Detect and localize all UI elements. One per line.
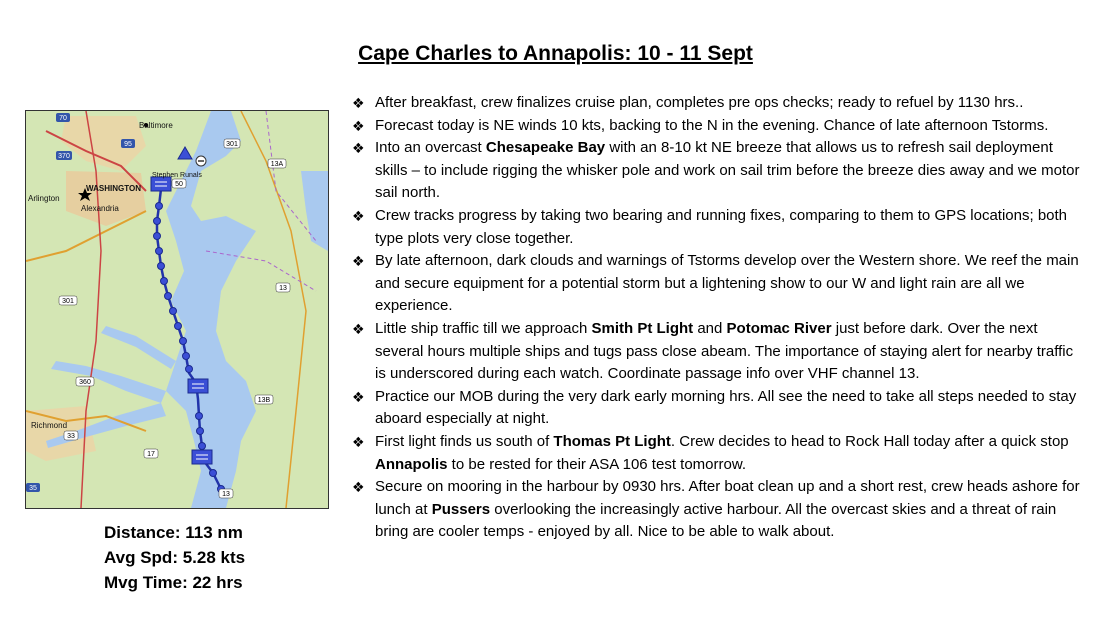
diamond-bullet-icon: ❖ <box>352 433 365 450</box>
road-shield: 95 <box>124 141 132 148</box>
road-shield: 301 <box>226 141 238 148</box>
map-label-stephen-runals: Stephen Runals <box>152 172 202 179</box>
waypoint-icon <box>151 177 171 191</box>
list-item <box>352 431 1087 476</box>
waypoint-icon <box>192 450 212 464</box>
bold-term: Chesapeake Bay <box>485 139 606 157</box>
list-item-text: Secure on mooring in the harbour by 0930 hrs. After boat clean up and a short rest, crew heads ashore for lunch at <box>375 478 1080 518</box>
diamond-bullet-icon: ❖ <box>352 207 365 224</box>
waypoint-icon <box>188 379 208 393</box>
diamond-bullet-icon: ❖ <box>352 479 365 496</box>
road-shield: 13 <box>279 285 287 292</box>
diamond-bullet-icon: ❖ <box>352 95 365 111</box>
road-shield: 360 <box>79 379 91 386</box>
road-shield: 70 <box>59 115 67 122</box>
road-shield: 35 <box>29 485 37 492</box>
list-item-text: just before dark. Over the next several hours multiple ships and tugs pass close abeam. The importance of staying alert for nearby traffic is underscored during each watch. Coordinate passage info over VHF channel 13. <box>375 319 1074 383</box>
avg-speed-stat: Avg Spd: 5.28 kts <box>104 548 246 567</box>
distance-stat: Distance: 113 nm <box>104 523 243 542</box>
list-item-text: By late afternoon, dark clouds and warnings of Tstorms develop over the Western shore. We reef the main and secure equipment for a potential storm but a lightening show to our W and light rain are all we experience. <box>375 252 1079 315</box>
road-shield: 301 <box>62 298 74 305</box>
list-item <box>352 92 1087 115</box>
diamond-bullet-icon: ❖ <box>352 140 365 157</box>
list-item <box>352 115 1087 138</box>
map-label-washington: WASHINGTON <box>86 184 141 193</box>
list-item-text: Forecast today is NE winds 10 kts, backing to the N in the evening. Chance of late afternoon Tstorms. <box>375 116 1049 134</box>
diamond-bullet-icon: ❖ <box>352 117 365 134</box>
list-item <box>352 250 1087 318</box>
map-label-baltimore: Baltimore <box>139 121 173 130</box>
road-shield: 13 <box>222 491 230 498</box>
list-item-text: . Crew decides to head to Rock Hall today after a quick stop <box>670 432 1069 450</box>
list-item <box>352 476 1087 544</box>
list-item <box>352 137 1087 205</box>
road-shield: 13B <box>257 397 271 404</box>
route-map <box>25 110 329 509</box>
list-item <box>352 205 1087 250</box>
list-item-text: overlooking the increasingly active harbour. All the overcast skies and a threat of rain bring are cooler temps - enjoyed by all. Nice to be able to walk about. <box>375 500 1057 541</box>
list-item-text: to be rested for their ASA 106 test tomorrow. <box>447 455 747 473</box>
trip-stats <box>104 520 245 595</box>
diamond-bullet-icon: ❖ <box>352 320 365 337</box>
bold-term: Thomas Pt Light <box>553 432 671 450</box>
list-item-text: with an 8-10 kt NE breeze that allows us to refresh sail deployment skills – to include rigging the whisker pole and work on sail trim before the breeze dies away and we motor sail north. <box>375 139 1080 202</box>
road-shield: 13A <box>270 161 284 168</box>
bold-term: Potomac River <box>726 319 832 337</box>
diamond-bullet-icon: ❖ <box>352 388 365 405</box>
list-item <box>352 386 1087 431</box>
moving-time-stat: Mvg Time: 22 hrs <box>104 573 243 592</box>
road-shield: 370 <box>58 153 70 160</box>
road-shield: 50 <box>175 181 183 188</box>
map-canvas <box>26 111 328 508</box>
map-label-arlington: Arlington <box>28 194 60 203</box>
road-shield: 17 <box>147 451 155 458</box>
list-item-text: Into an overcast <box>375 139 486 157</box>
map-label-alexandria: Alexandria <box>81 204 119 213</box>
list-item-text: Crew tracks progress by taking two bearing and running fixes, comparing to them to GPS locations; both type plots very close together. <box>375 206 1068 247</box>
list-item-text: First light finds us south of <box>375 432 554 450</box>
map-label-richmond: Richmond <box>31 421 68 430</box>
road-shield: 33 <box>67 433 75 440</box>
bold-term: Annapolis <box>375 455 448 473</box>
itinerary-list <box>352 92 1087 544</box>
list-item-text: After breakfast, crew finalizes cruise plan, completes pre ops checks; ready to refuel by 1130 hrs.. <box>375 94 1024 111</box>
page-title: Cape Charles to Annapolis: 10 - 11 Sept <box>358 42 753 65</box>
list-item-text: Practice our MOB during the very dark early morning hrs. All see the need to take all steps needed to stay aboard especially at night. <box>375 387 1077 428</box>
list-item-text: and <box>693 319 727 337</box>
list-item <box>352 318 1087 386</box>
bold-term: Pussers <box>431 500 491 518</box>
diamond-bullet-icon: ❖ <box>352 253 365 270</box>
bold-term: Smith Pt Light <box>591 319 694 337</box>
list-item-text: Little ship traffic till we approach <box>375 319 592 337</box>
